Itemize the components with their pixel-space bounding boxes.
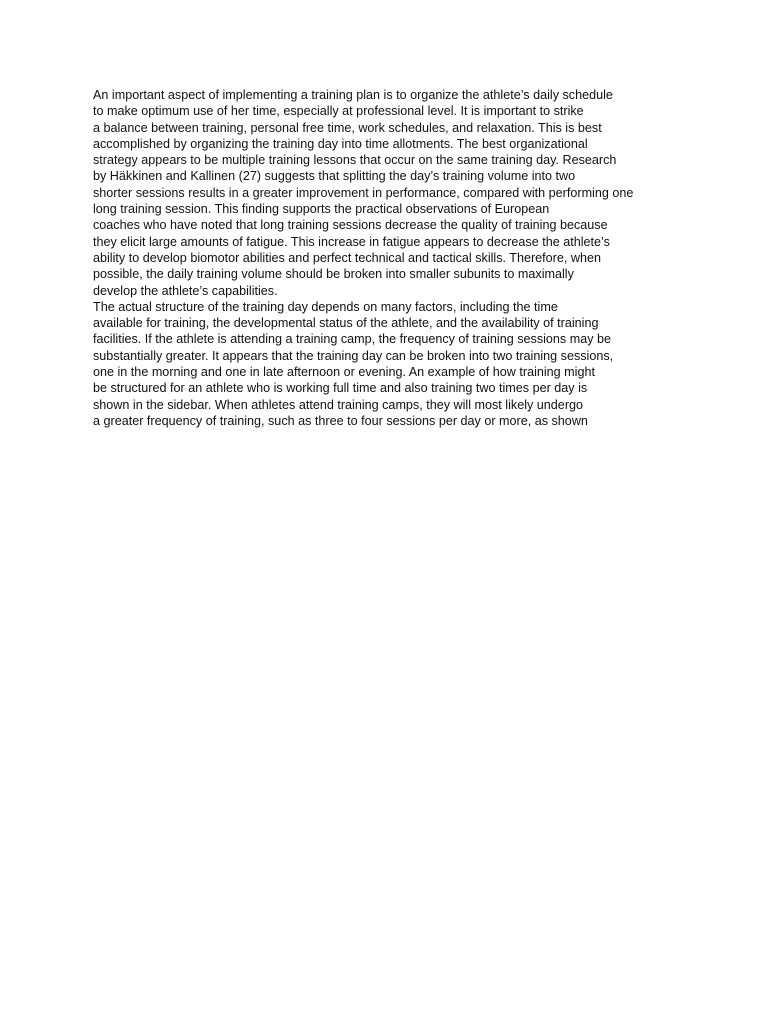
paragraph-2 — [93, 299, 693, 429]
text-line: facilities. If the athlete is attending a training camp, the frequency of training sessions may be — [93, 332, 612, 347]
text-line: available for training, the developmental status of the athlete, and the availability of training — [93, 316, 599, 331]
text-line: to make optimum use of her time, especially at professional level. It is important to strike — [93, 104, 584, 119]
text-line: be structured for an athlete who is working full time and also training two times per day is — [93, 381, 588, 396]
text-line: shown in the sidebar. When athletes attend training camps, they will most likely undergo — [93, 397, 584, 412]
text-line: An important aspect of implementing a training plan is to organize the athlete’s daily schedule — [93, 88, 613, 102]
text-line: a greater frequency of training, such as three to four sessions per day or more, as shown — [93, 413, 588, 428]
text-line: The actual structure of the training day depends on many factors, including the time — [93, 299, 558, 314]
text-line: by Häkkinen and Kallinen (27) suggests that splitting the day’s training volume into two — [93, 169, 576, 184]
text-line: a balance between training, personal free time, work schedules, and relaxation. This is best — [93, 120, 602, 135]
text-line: they elicit large amounts of fatigue. This increase in fatigue appears to decrease the athlete’s — [93, 234, 610, 249]
text-line: strategy appears to be multiple training lessons that occur on the same training day. Research — [93, 153, 617, 168]
paragraph-1 — [93, 87, 693, 299]
text-line: shorter sessions results in a greater improvement in performance, compared with performing one — [93, 185, 634, 200]
text-line: coaches who have noted that long training sessions decrease the quality of training because — [93, 218, 608, 233]
text-line: substantially greater. It appears that the training day can be broken into two training sessions, — [93, 348, 614, 363]
text-line: possible, the daily training volume should be broken into smaller subunits to maximally — [93, 267, 574, 282]
body-text — [93, 87, 693, 429]
text-line: one in the morning and one in late afternoon or evening. An example of how training might — [93, 365, 595, 380]
text-line: accomplished by organizing the training day into time allotments. The best organizational — [93, 136, 588, 151]
text-line: ability to develop biomotor abilities and perfect technical and tactical skills. Therefore, when — [93, 250, 601, 265]
text-line: long training session. This finding supports the practical observations of European — [93, 202, 550, 217]
text-line: develop the athlete’s capabilities. — [93, 283, 278, 298]
